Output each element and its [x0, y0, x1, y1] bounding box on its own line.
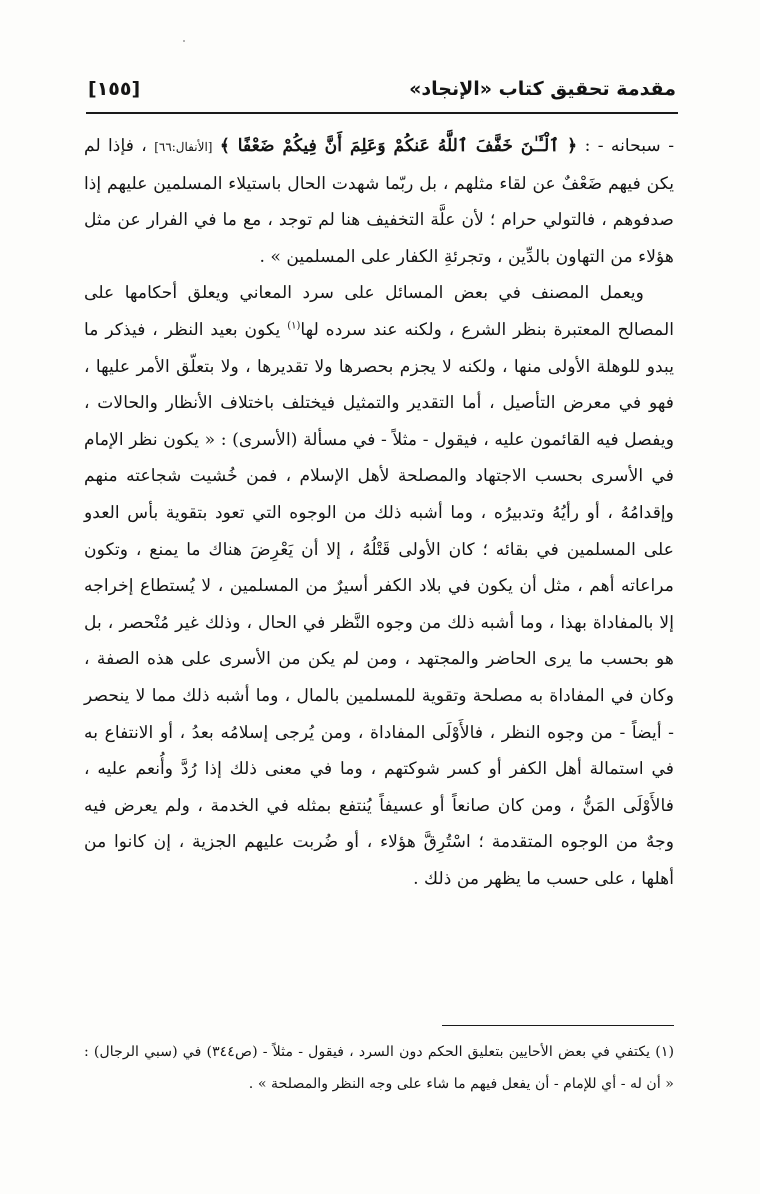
running-header — [88, 72, 676, 106]
main-text — [84, 128, 674, 897]
paragraph-2-text-b: يكون بعيد النظر ، فيذكر ما يبدو للوهلة الأولى منها ، ولكنه لا يجزم بحصرها ولا تقديرها ، ولا بتعلّق الأمر عليها ، فهو في معرض التأصيل ، أما التقدير والتمثيل فيختلف باختلاف الأنظار والحالات ، ويفصل فيه القائمون عليه ، فيقول - مثلاً - في مسألة (الأسرى) : « يكون نظر الإمام في الأسرى بحسب الاجتهاد والمصلحة لأهل الإسلام ، فمن خُشيت شجاعته منهم وإقدامُهُ ، أو رأيُهُ وتدبيرُه ، وما أشبه ذلك من الوجوه التي تعود بتقوية بأس العدو على المسلمين في بقائه ؛ كان الأولى قَتْلُهُ ، إلا أن يَعْرِضَ هناك ما يمنع ، وتكون مراعاته أهم ، مثل أن يكون في بلاد الكفر أسيرٌ من المسلمين ، لا يُستطاع إخراجه إلا بالمفاداة بهذا ، وما أشبه ذلك من وجوه النَّظر في الحال ، وذلك غير مُنْحصر ، بل هو بحسب ما يرى الحاضر والمجتهد ، ومن لم يكن من الأسرى على هذه الصفة ، وكان في المفاداة به مصلحة وتقوية للمسلمين بالمال ، وما أشبه ذلك مما لا ينحصر - أيضاً - من وجوه النظر ، فالأَوْلَى المفاداة ، ومن يُرجى إسلامُه بعدُ ، أو الانتفاع به في استمالة أهل الكفر أو كسر شوكتهم ، وما في معنى ذلك إذا رُدَّ وأُنعم عليه ، فالأَوْلَى المَنُّ ، ومن كان صانعاً أو عسيفاً يُنتفع بمثله في الخدمة ، ولم يعرض فيه وجهٌ من الوجوه المتقدمة ؛ اسْتُرِقَّ هؤلاء ، أو ضُربت عليهم الجزية ، إن كانوا من أهلها ، على حسب ما يظهر من ذلك . — [84, 319, 674, 889]
header-title: مقدمة تحقيق كتاب «الإنجاد» — [409, 78, 676, 100]
footnote-text: يكتفي في بعض الأحايين بتعليق الحكم دون السرد ، فيقول - مثلاً - (ص٣٤٤) في (سبي الرجال) : « أن له - أي للإمام - أن يفعل فيهم ما شاء على وجه النظر والمصلحة » . — [84, 1044, 674, 1092]
footnotes — [84, 1036, 674, 1100]
verse-reference: [الأنفال:٦٦] — [154, 140, 213, 154]
paragraph-1-text: ، فإذا لم يكن فيهم ضَعْفٌ عن لقاء مثلهم ، بل ربّما شهدت الحال باستيلاء المسلمين عليهم إذا صدفوهم ، فالتولي حرام ؛ لأن علَّة التخفيف هنا لم توجد ، مع ما في الفرار عن مثل هؤلاء من التهاون بالدِّين ، وتجرئةِ الكفار على المسلمين » . — [84, 136, 674, 267]
footnote-marker: (١) — [287, 320, 301, 332]
paragraph-1-lead: - سبحانه - : — [577, 136, 675, 156]
footnote-rule — [442, 1025, 674, 1026]
scan-speck — [183, 40, 185, 42]
header-rule — [86, 112, 678, 114]
footnote-1 — [84, 1036, 674, 1100]
paragraph-1 — [84, 128, 674, 275]
footnote-number: (١) — [655, 1044, 674, 1060]
page-number: [١٥٥] — [88, 78, 141, 100]
quran-verse: ﴿ ٱلْـَٔـٰنَ خَفَّفَ ٱللَّهُ عَنكُمْ وَعَلِمَ أَنَّ فِيكُمْ ضَعْفًا ﴾ — [219, 136, 578, 156]
paragraph-2-text-a: ويعمل المصنف في بعض المسائل على سرد المعاني ويعلق أحكامها على المصالح المعتبرة بنظر الشرع ، ولكنه عند سرده لها — [84, 283, 675, 340]
paragraph-2 — [84, 275, 674, 897]
